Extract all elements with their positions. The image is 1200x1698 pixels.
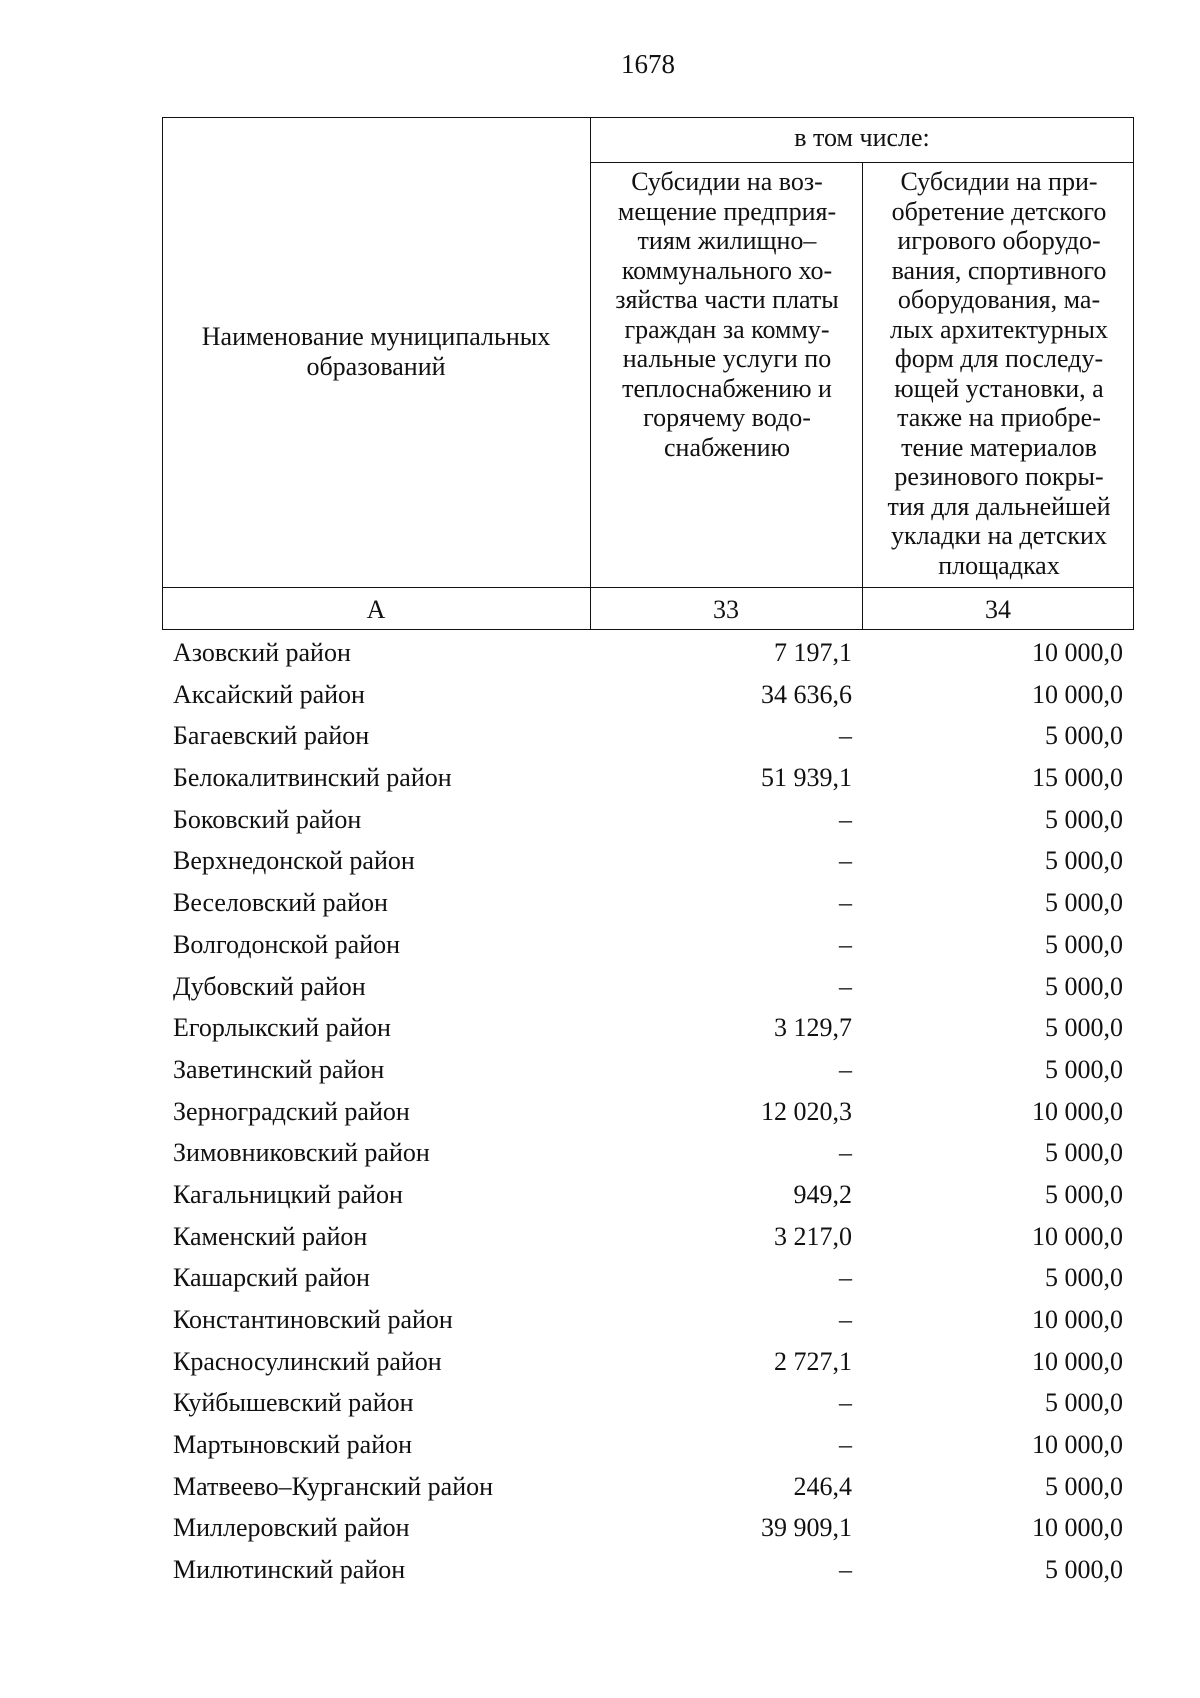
column-header-33: Субсидии на воз- мещение предприя- тиям жилищно– коммунального хо- зяйства части платы граждан за комму- нальные услуги по теплоснабжению и горячему водо- снабжению xyxy=(615,167,839,462)
table-row xyxy=(162,675,1134,717)
value-col-33: 7 197,1 xyxy=(774,638,852,667)
column-header-name: Наименование муниципальных образований xyxy=(201,322,551,381)
municipality-name: Кашарский район xyxy=(173,1263,370,1293)
table-row xyxy=(162,1300,1134,1342)
value-col-34: 10 000,0 xyxy=(1032,1513,1123,1543)
municipality-name: Волгодонской район xyxy=(173,929,401,959)
value-col-34: 5 000,0 xyxy=(1045,1471,1123,1501)
column-number-name: А xyxy=(366,595,386,624)
table-row xyxy=(162,1508,1134,1550)
municipality-name: Матвеево–Курганский район xyxy=(173,1471,494,1501)
value-col-34: 5 000,0 xyxy=(1045,888,1123,918)
table-row xyxy=(162,1217,1134,1259)
municipality-name: Багаевский район xyxy=(173,721,370,751)
value-col-33: – xyxy=(839,1305,852,1334)
header-divider-name xyxy=(590,117,591,630)
value-col-34: 10 000,0 xyxy=(1032,638,1123,667)
value-col-33: – xyxy=(839,1555,852,1585)
value-col-34: 5 000,0 xyxy=(1045,804,1123,834)
value-col-33: 39 909,1 xyxy=(761,1513,852,1543)
value-col-33: – xyxy=(839,721,852,751)
municipality-name: Кагальницкий район xyxy=(173,1179,403,1209)
value-col-34: 5 000,0 xyxy=(1045,1013,1123,1043)
value-col-33: – xyxy=(839,888,852,918)
value-col-34: 5 000,0 xyxy=(1045,971,1123,1001)
column-number-34: 34 xyxy=(985,595,1011,624)
value-col-34: 10 000,0 xyxy=(1032,679,1123,709)
table-row xyxy=(162,1425,1134,1467)
municipality-name: Заветинский район xyxy=(173,1054,385,1084)
value-col-33: – xyxy=(839,1430,852,1460)
value-col-33: 3 129,7 xyxy=(774,1013,852,1043)
municipality-name: Верхнедонской район xyxy=(173,846,415,876)
value-col-33: 12 020,3 xyxy=(761,1096,852,1126)
column-header-34: Субсидии на при- обретение детского игрового оборудо- вания, спортивного оборудования, ма- лых архитектурных форм для последу- ющей установки, а также на приобре- тение материалов резинового покры- тия для дальнейшей укладки на детских площадках xyxy=(887,167,1111,580)
table-body xyxy=(162,633,1134,1592)
value-col-33: – xyxy=(839,971,852,1001)
value-col-33: – xyxy=(839,1138,852,1168)
municipality-name: Миллеровский район xyxy=(173,1513,410,1543)
municipality-name: Куйбышевский район xyxy=(173,1388,414,1418)
value-col-34: 5 000,0 xyxy=(1045,1388,1123,1418)
table-row xyxy=(162,1133,1134,1175)
table-row xyxy=(162,758,1134,800)
value-col-33: 2 727,1 xyxy=(774,1346,852,1376)
column-number-33: 33 xyxy=(713,595,739,624)
municipality-name: Аксайский район xyxy=(173,679,365,709)
value-col-34: 10 000,0 xyxy=(1032,1346,1123,1376)
value-col-33: – xyxy=(839,1054,852,1084)
value-col-34: 5 000,0 xyxy=(1045,1179,1123,1209)
value-col-34: 5 000,0 xyxy=(1045,721,1123,751)
page-number: 1678 xyxy=(621,49,675,79)
municipality-name: Азовский район xyxy=(173,638,351,667)
table-header xyxy=(162,117,1134,630)
value-col-33: 3 217,0 xyxy=(774,1221,852,1251)
municipality-name: Милютинский район xyxy=(173,1555,406,1585)
value-col-33: – xyxy=(839,804,852,834)
table-row xyxy=(162,1092,1134,1134)
value-col-33: – xyxy=(839,1388,852,1418)
value-col-33: – xyxy=(839,1263,852,1293)
header-divider-numbering xyxy=(162,587,1134,588)
municipality-name: Белокалитвинский район xyxy=(173,763,452,793)
table-row xyxy=(162,1258,1134,1300)
value-col-34: 5 000,0 xyxy=(1045,1138,1123,1168)
value-col-33: 246,4 xyxy=(793,1471,852,1501)
value-col-34: 5 000,0 xyxy=(1045,1054,1123,1084)
value-col-34: 5 000,0 xyxy=(1045,1555,1123,1585)
table-row xyxy=(162,1467,1134,1509)
value-col-34: 10 000,0 xyxy=(1032,1221,1123,1251)
value-col-34: 5 000,0 xyxy=(1045,1263,1123,1293)
table-row xyxy=(162,633,1134,675)
column-group-header: в том числе: xyxy=(794,123,930,152)
table-row xyxy=(162,1175,1134,1217)
municipality-name: Константиновский район xyxy=(173,1305,453,1334)
table-row xyxy=(162,883,1134,925)
value-col-34: 15 000,0 xyxy=(1032,763,1123,793)
value-col-33: – xyxy=(839,929,852,959)
value-col-34: 10 000,0 xyxy=(1032,1305,1123,1334)
municipality-name: Егорлыкский район xyxy=(173,1013,391,1043)
table-row xyxy=(162,1342,1134,1384)
header-divider-33-34 xyxy=(862,162,863,630)
table-row xyxy=(162,1008,1134,1050)
municipality-name: Каменский район xyxy=(173,1221,368,1251)
municipality-name: Боковский район xyxy=(173,804,362,834)
table-row xyxy=(162,841,1134,883)
value-col-34: 5 000,0 xyxy=(1045,929,1123,959)
table-row xyxy=(162,1050,1134,1092)
municipality-name: Зерноградский район xyxy=(173,1096,410,1126)
municipality-name: Зимовниковский район xyxy=(173,1138,430,1168)
value-col-34: 10 000,0 xyxy=(1032,1096,1123,1126)
value-col-34: 10 000,0 xyxy=(1032,1430,1123,1460)
table-row xyxy=(162,967,1134,1009)
table-row xyxy=(162,716,1134,758)
table-row xyxy=(162,925,1134,967)
value-col-33: 949,2 xyxy=(793,1179,852,1209)
municipality-name: Дубовский район xyxy=(173,971,366,1001)
table-row xyxy=(162,1550,1134,1592)
value-col-33: 34 636,6 xyxy=(761,679,852,709)
value-col-33: – xyxy=(839,846,852,876)
municipality-name: Мартыновский район xyxy=(173,1430,413,1460)
value-col-34: 5 000,0 xyxy=(1045,846,1123,876)
value-col-33: 51 939,1 xyxy=(761,763,852,793)
table-row xyxy=(162,800,1134,842)
municipality-name: Красносулинский район xyxy=(173,1346,442,1376)
municipality-name: Веселовский район xyxy=(173,888,388,918)
table-row xyxy=(162,1383,1134,1425)
